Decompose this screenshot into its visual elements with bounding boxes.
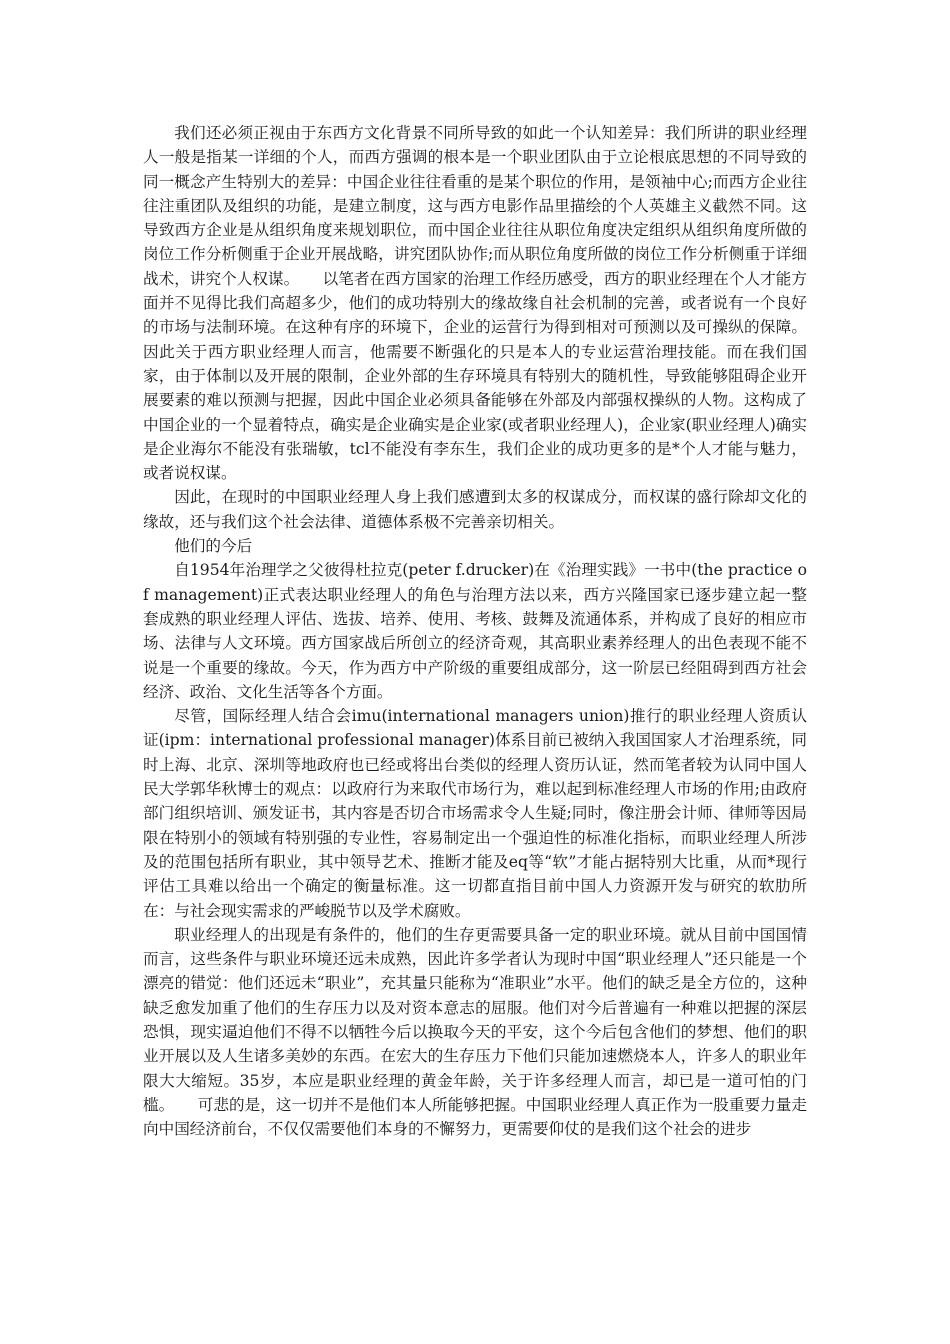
paragraph-conditions: 职业经理人的出现是有条件的，他们的生存更需要具备一定的职业环境。就从目前中国国情而言，这些条件与职业环境还远未成熟，因此许多学者认为现时中国“职业经理人”还只能是一个漂亮的错觉：他们还远未“职业”，充其量只能称为“准职业”水平。他们的缺乏是全方位的，这种缺乏愈发加重了他们的生存压力以及对资本意志的屈服。他们对今后普遍有一种难以把握的深层恐惧，现实逼迫他们不得不以牺牲今后以换取今天的平安，这个今后包含他们的梦想、他们的职业开展以及人生诸多美妙的东西。在宏大的生存压力下他们只能加速燃烧本人，许多人的职业年限大大缩短。35岁，本应是职业经理的黄金年龄，关于许多经理人而言，却已是一道可怕的门槛。 可悲的是，这一切并不是他们本人所能够把握。中国职业经理人真正作为一股重要力量走向中国经济前台，不仅仅需要他们本身的不懈努力，更需要仰仗的是我们这个社会的进步: [143, 925, 807, 1139]
paragraph-drucker-history: 自1954年治理学之父彼得杜拉克(peter f.drucker)在《治理实践》一书中(the practice of management)正式表达职业经理人的角色与治理方法以来，西方兴隆国家已逐步建立起一整套成熟的职业经理人评估、选拔、培养、使用、考核、鼓舞及流通体系，并构成了良好的相应市场、法律与人文环境。西方国家战后所创立的经济奇观，其高职业素养经理人的出色表现不能不说是一个重要的缘故。今天，作为西方中产阶级的重要组成部分，这一阶层已经阻碍到西方社会经济、政治、文化生活等各个方面。: [143, 561, 807, 701]
paragraph-cultural-differences: 我们还必须正视由于东西方文化背景不同所导致的如此一个认知差异：我们所讲的职业经理人一般是指某一详细的个人，而西方强调的根本是一个职业团队由于立论根底思想的不同导致的同一概念产生特别大的差异：中国企业往往看重的是某个职位的作用，是领袖中心;而西方企业往往注重团队及组织的功能，是建立制度，这与西方电影作品里描绘的个人英雄主义截然不同。这导致西方企业是从组织角度来规划职位，而中国企业往往从职位角度决定组织从组织角度所做的岗位工作分析侧重于企业开展战略，讲究团队协作;而从职位角度所做的岗位工作分析侧重于详细战术，讲究个人权谋。 以笔者在西方国家的治理工作经历感受，西方的职业经理在个人才能方面并不见得比我们高超多少，他们的成功特别大的缘故缘自社会机制的完善，或者说有一个良好的市场与法制环境。在这种有序的环境下，企业的运营行为得到相对可预测以及可操纵的保障。因此关于西方职业经理人而言，他需要不断强化的只是本人的专业运营治理技能。而在我们国家，由于体制以及开展的限制，企业外部的生存环境具有特别大的随机性，导致能够阻碍企业开展要素的难以预测与把握，因此中国企业必须具备能够在外部及内部强权操纵的人物。这构成了中国企业的一个显着特点，确实是企业确实是企业家(或者职业经理人)，企业家(职业经理人)确实是企业海尔不能没有张瑞敏，tcl不能没有李东生，我们企业的成功更多的是*个人才能与魅力，或者说权谋。: [143, 124, 807, 483]
paragraph-power-tactics: 因此，在现时的中国职业经理人身上我们感遭到太多的权谋成分，而权谋的盛行除却文化的缘故，还与我们这个社会法律、道德体系极不完善亲切相关。: [143, 488, 807, 531]
paragraph-certification: 尽管，国际经理人结合会imu(international managers union)推行的职业经理人资质认证(ipm：international professional manager)体系目前已被纳入我国国家人才治理系统，同时上海、北京、深圳等地政府也已经或将出台类似的经理人资历认证，然而笔者较为认同中国人民大学郭华秋博士的观点：以政府行为来取代市场行为，难以起到标准经理人市场的作用;由政府部门组织培训、颁发证书，其内容是否切合市场需求令人生疑;同时，像注册会计师、律师等因局限在特别小的领域有特别强的专业性，容易制定出一个强迫性的标准化指标，而职业经理人所涉及的范围包括所有职业，其中领导艺术、推断才能及eq等“软”才能占据特别大比重，从而*现行评估工具难以给出一个确定的衡量标准。这一切都直指目前中国人力资源开发与研究的软肋所在：与社会现实需求的严峻脱节以及学术腐败。: [143, 707, 807, 920]
section-heading-future: 他们的今后: [174, 537, 253, 556]
document-body: [143, 121, 807, 1141]
